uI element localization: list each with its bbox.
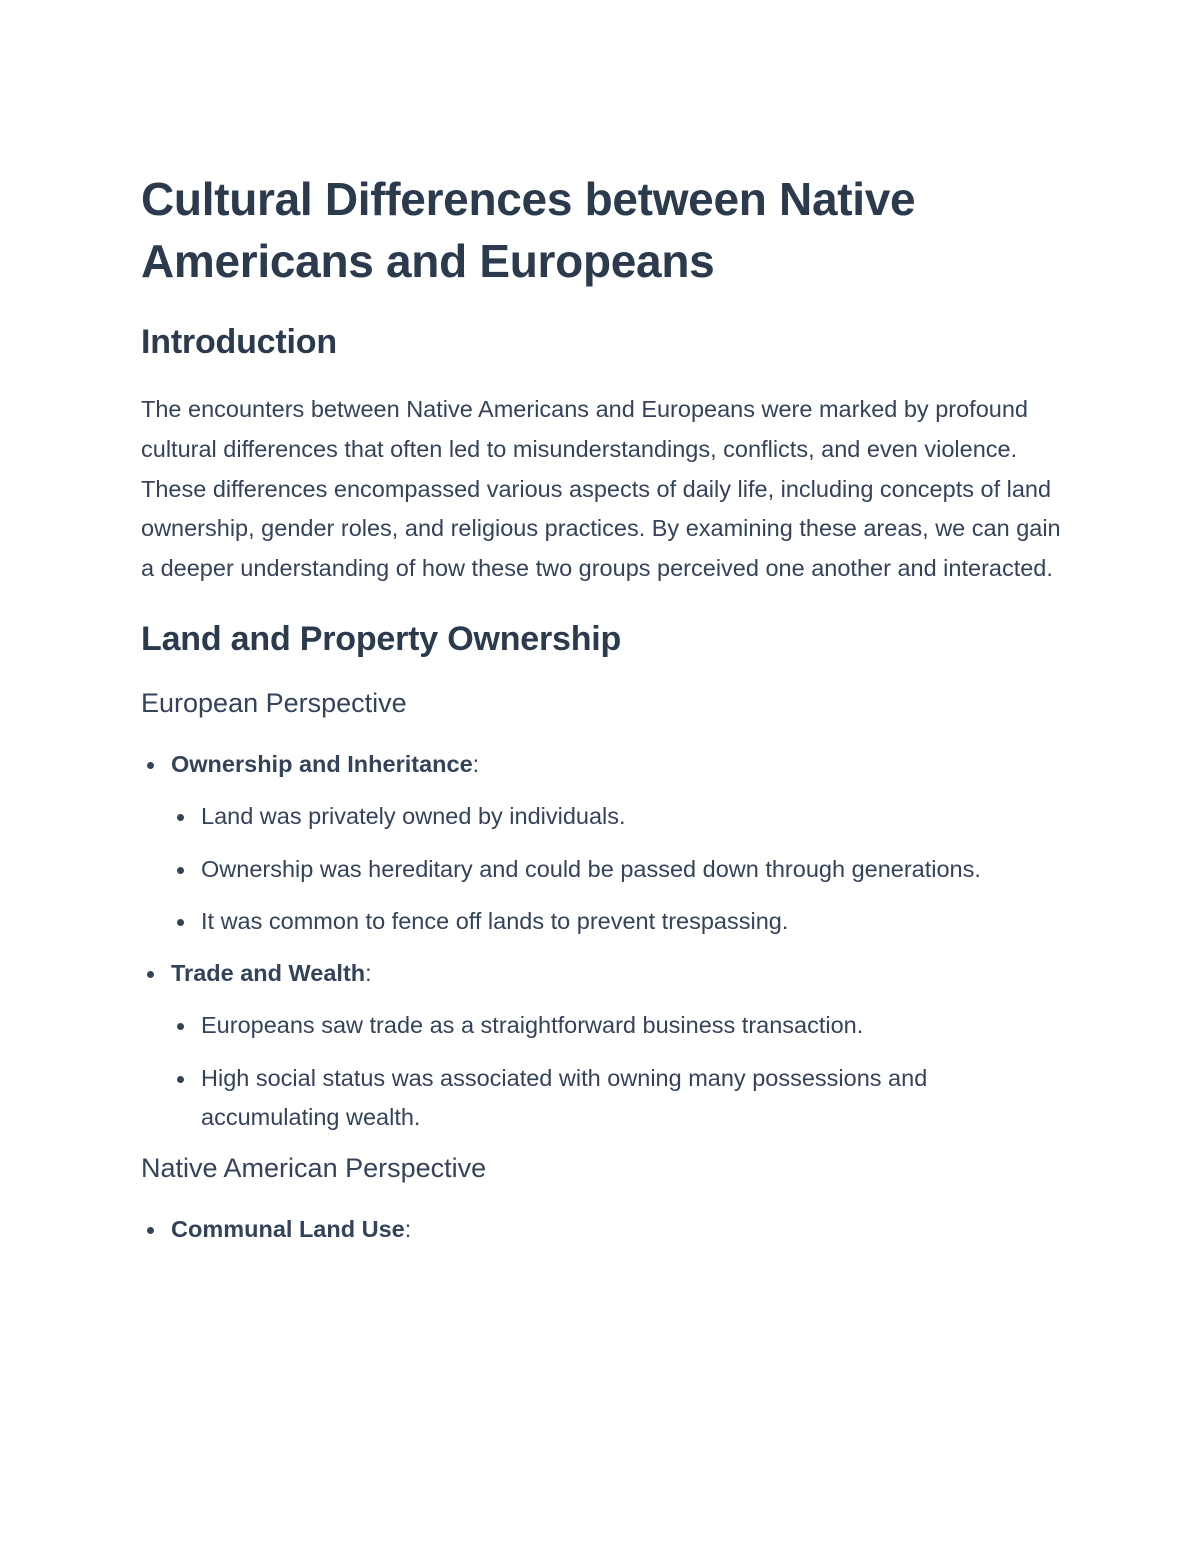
list-item-label: Communal Land Use	[171, 1215, 405, 1242]
list-item: It was common to fence off lands to prevent trespassing.	[201, 902, 1071, 942]
native-perspective-list	[141, 1210, 1071, 1250]
trade-wealth-sublist	[171, 1006, 1071, 1138]
section-heading-land-ownership: Land and Property Ownership	[141, 619, 622, 658]
document-page	[141, 168, 1071, 1261]
list-item: High social status was associated with owning many possessions and accumulating wealth.	[201, 1059, 1071, 1138]
list-item-suffix: :	[404, 1215, 412, 1242]
list-item: Europeans saw trade as a straightforward business transaction.	[201, 1006, 1071, 1046]
list-item-communal-land-use	[171, 1210, 1071, 1250]
document-title: Cultural Differences between Native Americans and Europeans	[141, 173, 916, 287]
subheading-native-american-perspective: Native American Perspective	[141, 1152, 487, 1183]
list-item: Land was privately owned by individuals.	[201, 797, 1071, 837]
list-item-suffix: :	[365, 959, 372, 986]
subheading-european-perspective: European Perspective	[141, 687, 407, 718]
list-item-ownership-inheritance	[171, 745, 1071, 942]
list-item: Ownership was hereditary and could be passed down through generations.	[201, 850, 1071, 890]
european-perspective-list	[141, 745, 1071, 1138]
ownership-inheritance-sublist	[171, 797, 1071, 942]
list-item-trade-wealth	[171, 954, 1071, 1138]
section-heading-introduction: Introduction	[141, 323, 337, 361]
list-item-suffix: :	[472, 750, 480, 777]
introduction-paragraph: The encounters between Native Americans and Europeans were marked by profound cultural differences that often led to misunderstandings, conflicts, and even violence. These differences encompassed various aspects of daily life, including concepts of land ownership, gender roles, and religious practices. By examining these areas, we can gain a deeper understanding of how these two groups perceived one another and interacted.	[141, 396, 1061, 582]
list-item-label: Ownership and Inheritance	[171, 750, 473, 777]
list-item-label: Trade and Wealth	[171, 959, 366, 986]
